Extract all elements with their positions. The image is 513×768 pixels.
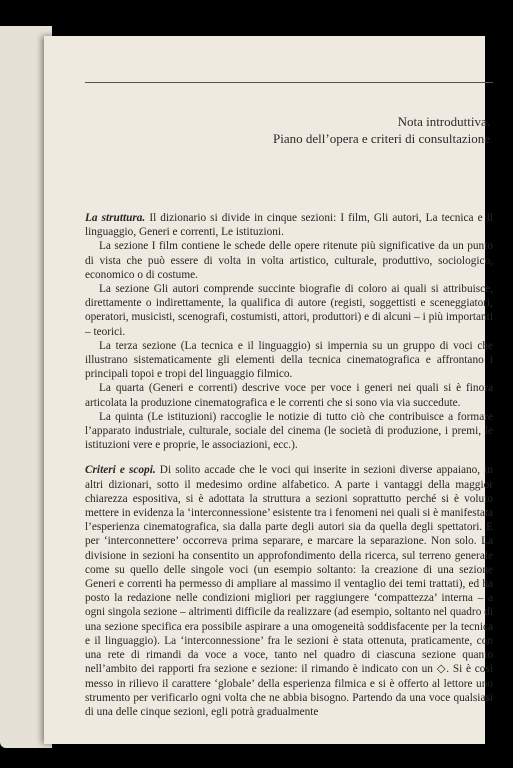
paragraph: La terza sezione (La tecnica e il linguaggio) si impernia su un gruppo di voci che illustrano sistematicamente gli elementi della tecnica cinematografica e affrontano i principali topoi e tropi del linguaggio filmico.: [85, 339, 493, 381]
paragraph: La quinta (Le istituzioni) raccoglie le notizie di tutto ciò che contribuisce a formare l’apparato industriale, culturale, sociale del cinema (le società di produzione, i premi, le istituzioni vere e proprie, le associazioni, ecc.).: [85, 410, 493, 452]
book-page: [44, 36, 494, 744]
page-subtitle: Piano dell’opera e criteri di consultazione: [273, 131, 490, 146]
section-heading: Criteri e scopi.: [85, 464, 156, 477]
page-heading: [273, 113, 490, 147]
paragraph: [85, 211, 493, 239]
page-body: [85, 211, 493, 719]
page-title: Nota introduttiva.: [397, 114, 490, 129]
section-heading: La struttura.: [85, 212, 146, 224]
paragraph: La sezione I film contiene le schede delle opere ritenute più significative da un punto di vista che può essere di volta in volta artistico, culturale, produttivo, sociologico, economico o di costume.: [85, 240, 493, 281]
section-gap: [85, 452, 493, 463]
paragraph: La quarta (Generi e correnti) descrive voce per voce i generi nei quali si è finora articolata la produzione cinematografica e le correnti che si sono via via succedute.: [85, 382, 493, 409]
paragraph: La sezione Gli autori comprende succinte biografie di coloro ai quali si attribuisce, direttamente o indirettamente, la qualifica di autore (registi, soggettisti e sceneggiatori, operatori, musicisti, scenografi, costumisti, attori, produttori) e di alcuni – i più importanti – teorici.: [85, 283, 493, 338]
paragraph: [85, 463, 493, 719]
header-rule: [85, 82, 493, 83]
paragraph-text: Il dizionario si divide in cinque sezioni: I film, Gli autori, La tecnica e il linguaggio, Generi e correnti, Le istituzioni.: [85, 212, 493, 239]
paragraph-text: Di solito accade che le voci qui inserite in sezioni diverse appaiano, in altri dizionari, sotto il medesimo ordine alfabetico. A parte i vantaggi della maggior chiarezza espositiva, si è adottata la struttura a sezioni soprattutto perché si è voluto mettere in evidenza la ‘interconnessione’ esistente tra i fenomeni nei quali si è manifestata l’esperienza cinematografica, sia dalla parte degli autori sia da quella degli spettatori. E per ‘interconnettere’ occorreva prima separare, e marcare la separazione. Non solo. La divisione in sezioni ha consentito un approfondimento della ricerca, sul terreno generale come su quello delle singole voci (un esempio soltanto: la creazione di una sezione Generi e correnti ha permesso di ampliare al massimo il ventaglio dei temi trattati), ed ha posto la redazione nelle condizioni migliori per raggiungere ‘compattezza’ interna – a ogni singola sezione – altrimenti difficile da realizzare (ad esempio, soltanto nel quadro di una sezione specifica era possibile aspirare a una omogeneità soddisfacente per la tecnica e il linguaggio). La ‘interconnessione’ fra le sezioni è stata ottenuta, praticamente, con una rete di rimandi da voce a voce, tanto nel quadro di ciascuna sezione quanto nell’ambito dei rapporti fra sezione e sezione: il rimando è indicato con un ◇. Si è così messo in rilievo il carattere ‘globale’ della esperienza filmica e si è offerto al lettore uno strumento per verificarlo ogni volta che ne abbia bisogno. Partendo da una voce qualsiasi di una delle cinque sezioni, egli potrà gradualmente: [85, 464, 494, 718]
